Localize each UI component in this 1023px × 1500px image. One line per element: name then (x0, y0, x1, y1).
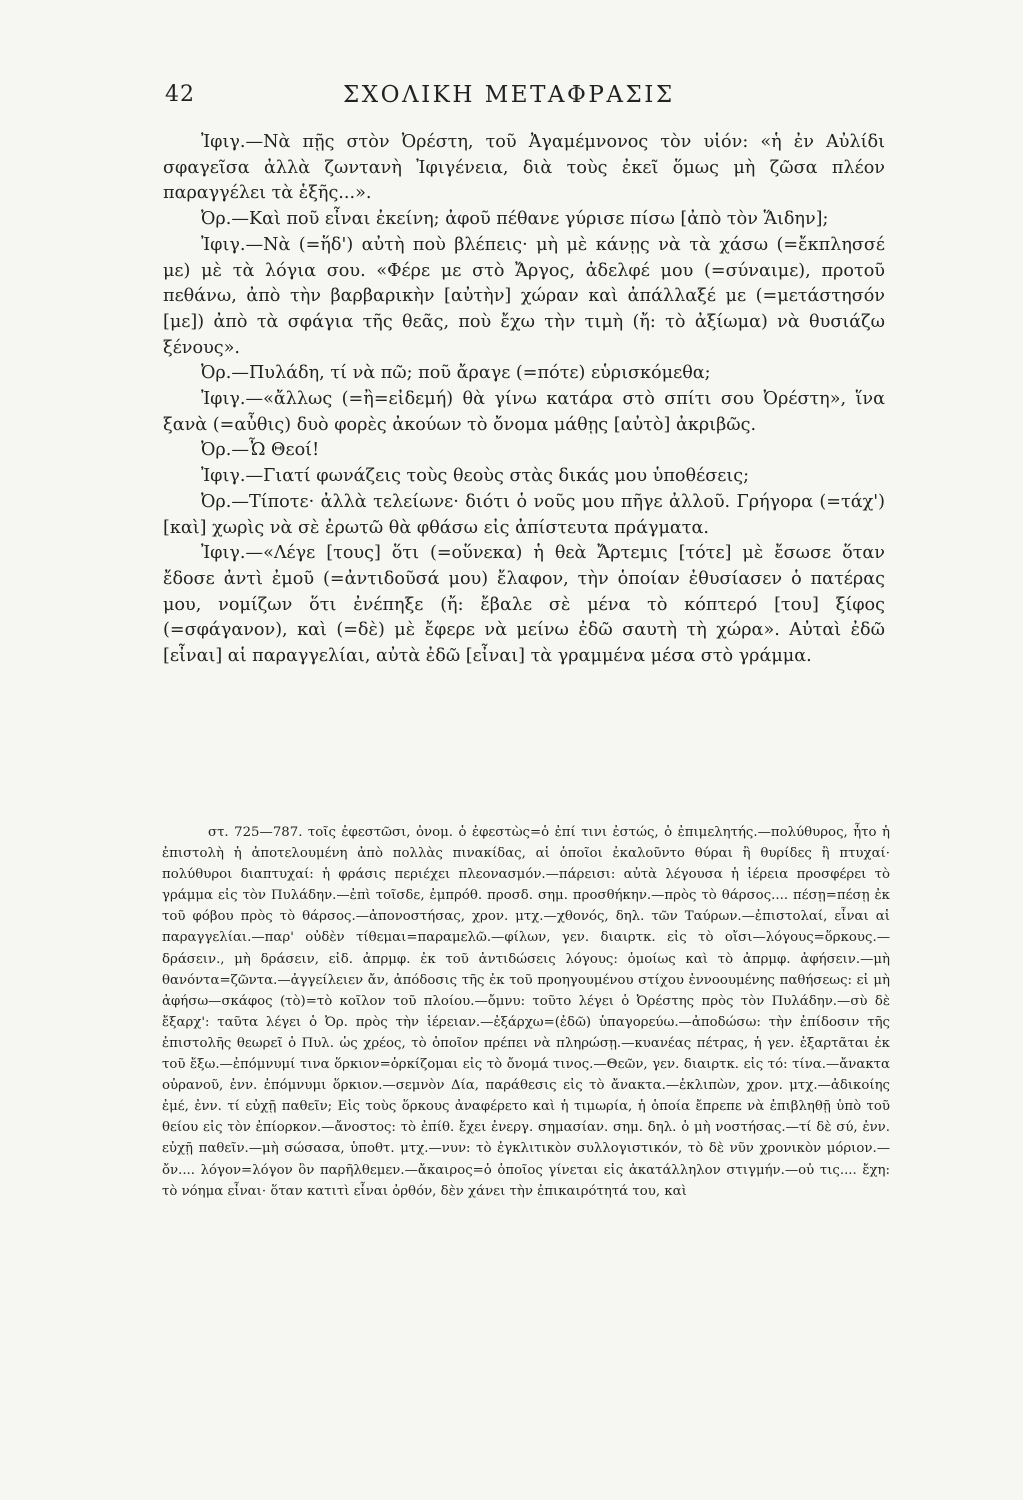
page-number: 42 (165, 82, 195, 107)
dialogue-line: Ὀρ.—Πυλάδη, τί νὰ πῶ; ποῦ ἄραγε (=πότε) εὑρισκόμεθα; (201, 363, 711, 384)
commentary-notes (162, 822, 890, 1202)
dialogue-line: Ὀρ.—Ὦ Θεοί! (201, 440, 320, 461)
dialogue-line: Ἰφιγ.—Γιατί φωνάζεις τοὺς θεοὺς στὰς δικάς μου ὑποθέσεις; (201, 466, 750, 487)
notes-paragraph: στ. 725—787. τοῖς ἐφεστῶσι, ὀνομ. ὁ ἐφεστὼς=ὁ ἐπί τινι ἐστώς, ὁ ἐπιμελητής.—πολύθυρος, ἦτο ἡ ἐπιστολὴ ἡ ἀποτελουμένη ἀπὸ πολλὰς πινακίδας, αἱ ὁποῖοι ἐκαλοῦντο θύραι ἢ θυρίδες ἢ πτυχαί· πολύθυροι διαπτυχαί: ἡ φράσις περιέχει πλεονασμόν.—πάρεισι: αὐτὰ λέγουσα ἡ ἱέρεια προσφέρει τὸ γράμμα εἰς τὸν Πυλάδην.—ἐπὶ τοῖσδε, ἐμπρόθ. προσδ. σημ. προσθήκην.—πρὸς τὸ θάρσος.... πέσῃ=πέσῃ ἐκ τοῦ φόβου πρὸς τὸ θάρσος.—ἀπονοστήσας, χρον. μτχ.—χθονός, δηλ. τῶν Ταύρων.—ἐπιστολαί, εἶναι αἱ παραγγελίαι.—παρ' οὐδὲν τίθεμαι=παραμελῶ.—φίλων, γεν. διαιρτκ. εἰς τὸ οἴσι—λόγους=ὅρκους.—δράσειν., μὴ δράσειν, εἰδ. ἀπρμφ. ἐκ τοῦ ἀντιδώσεις λόγους: ὁμοίως καὶ τὸ ἀπρμφ. ἀφήσειν.—μὴ θανόντα=ζῶντα.—ἀγγείλειεν ἄν, ἀπόδοσις τῆς ἐκ τοῦ προηγουμένου στίχου ἐννοουμένης παθήσεως: εἰ μὴ ἀφήσω—σκάφος (τὸ)=τὸ κοῖλον τοῦ πλοίου.—ὄμνυ: τοῦτο λέγει ὁ Ὀρέστης πρὸς τὸν Πυλάδην.—σὺ δὲ ἔξαρχ': ταῦτα λέγει ὁ Ὀρ. πρὸς τὴν ἱέρειαν.—ἐξάρχω=(ἐδῶ) ὑπαγορεύω.—ἀποδώσω: τὴν ἐπίδοσιν τῆς ἐπιστολῆς θεωρεῖ ὁ Πυλ. ὡς χρέος, τὸ ὁποῖον πρέπει νὰ πληρώσῃ.—κυανέας πέτρας, ἡ γεν. ἐξαρτᾶται ἐκ τοῦ ἔξω.—ἐπόμνυμί τινα ὅρκιον=ὁρκίζομαι εἰς τὸ ὄνομά τινος.—Θεῶν, γεν. διαιρτκ. εἰς τό: τίνα.—ἄνακτα οὐρανοῦ, ἐνν. ἐπόμνυμι ὅρκιον.—σεμνὸν Δία, παράθεσις εἰς τὸ ἄνακτα.—ἐκλιπὼν, χρον. μτχ.—ἀδικοίης ἐμέ, ἐνν. τί εὐχῇ παθεῖν; Εἰς τοὺς ὅρκους ἀναφέρετο καὶ ἡ τιμωρία, ἡ ὁποία ἔπρεπε νὰ ἐπιβληθῇ ὑπὸ τοῦ θείου εἰς τὸν ἐπίορκον.—ἄνοστος: τὸ ἐπίθ. ἔχει ἐνεργ. σημασίαν. σημ. δηλ. ὁ μὴ νοστήσας.—τί δὲ σύ, ἐνν. εὐχῇ παθεῖν.—μὴ σώσασα, ὑποθτ. μτχ.—νυν: τὸ ἐγκλιτικὸν συλλογιστικόν, τὸ δὲ νῦν χρονικὸν μόριον.—ὄν.... λόγον=λόγον ὃν παρῆλθεμεν.—ἄκαιρος=ὁ ὁποῖος γίνεται εἰς ἀκατάλληλον στιγμήν.—οὐ τις.... ἔχη: τὸ νόημα εἶναι· ὅταν κατιτὶ εἶναι ὀρθόν, δὲν χάνει τὴν ἐπικαιρότητά του, καὶ (162, 825, 890, 1199)
dialogue-text (163, 130, 885, 670)
dialogue-line: Ὀρ.—Καὶ ποῦ εἶναι ἐκείνη; ἀφοῦ πέθανε γύρισε πίσω [ἀπὸ τὸν Ἅιδην]; (201, 209, 829, 230)
dialogue-line: Ὀρ.—Τίποτε· ἀλλὰ τελείωνε· διότι ὁ νοῦς μου πῆγε ἀλλοῦ. Γρήγορα (=τάχ') [καὶ] χωρὶς νὰ σὲ ἐρωτῶ θὰ φθάσω εἰς ἀπίστευτα πράγματα. (163, 491, 885, 538)
dialogue-line: Ἰφιγ.—Νὰ (=ἥδ') αὐτὴ ποὺ βλέπεις· μὴ μὲ κάνῃς νὰ τὰ χάσω (=ἔκπλησσέ με) μὲ τὰ λόγια σου. «Φέρε με στὸ Ἄργος, ἀδελφέ μου (=σύναιμε), προτοῦ πεθάνω, ἀπὸ τὴν βαρβαρικὴν [αὐτὴν] χώραν καὶ ἀπάλλαξέ με (=μετάστησόν [με]) ἀπὸ τὰ σφάγια τῆς θεᾶς, ποὺ ἔχω τὴν τιμὴ (ἤ: τὸ ἀξίωμα) νὰ θυσιάζω ξένους». (163, 234, 885, 358)
dialogue-line: Ἰφιγ.—«Λέγε [τους] ὅτι (=οὕνεκα) ἡ θεὰ Ἄρτεμις [τότε] μὲ ἔσωσε ὅταν ἔδοσε ἀντὶ ἐμοῦ (=ἀντιδοῦσά μου) ἔλαφον, τὴν ὁποίαν ἐθυσίασεν ὁ πατέρας μου, νομίζων ὅτι ἐνέπηξε (ἤ: ἔβαλε σὲ μένα τὸ κόπτερό [του] ξίφος (=σφάγανον), καὶ (=δὲ) μὲ ἔφερε νὰ μείνω ἐδῶ σαυτὴ τὴ χώρα». Αὐταὶ ἐδῶ [εἶναι] αἱ παραγγελίαι, αὐτὰ ἐδῶ [εἶναι] τὰ γραμμένα μέσα στὸ γράμμα. (163, 543, 885, 667)
running-title: ΣΧΟΛΙΚΗ ΜΕΤΑΦΡΑΣΙΣ (343, 82, 675, 108)
dialogue-line: Ἰφιγ.—Νὰ πῇς στὸν Ὀρέστη, τοῦ Ἀγαμέμνονος τὸν υἱόν: «ἡ ἐν Αὐλίδι σφαγεῖσα ἀλλὰ ζωντανὴ Ἰφιγένεια, διὰ τοὺς ἐκεῖ ὅμως μὴ ζῶσα πλέον παραγγέλει τὰ ἑξῆς...». (163, 132, 885, 204)
page-header (165, 82, 885, 122)
dialogue-line: Ἰφιγ.—«ἄλλως (=ἢ=εἰδεμή) θὰ γίνω κατάρα στὸ σπίτι σου Ὀρέστη», ἵνα ξανὰ (=αὖθις) δυὸ φορὲς ἀκούων τὸ ὄνομα μάθῃς [αὐτὸ] ἀκριβῶς. (163, 389, 885, 435)
